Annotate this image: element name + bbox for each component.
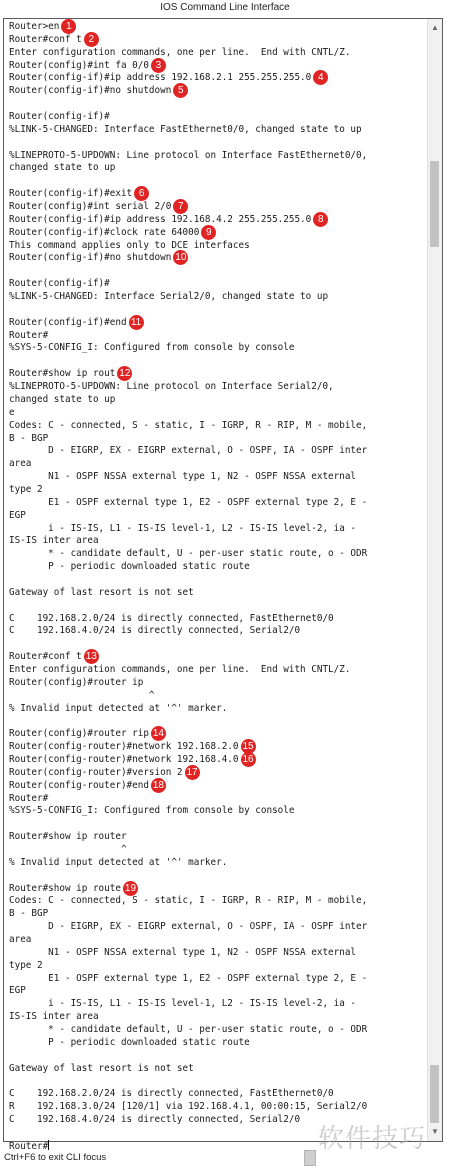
cli-line — [9, 98, 427, 111]
cli-line — [9, 381, 427, 394]
cli-line-text: % Invalid input detected at '^' marker. — [9, 702, 228, 714]
cli-line — [9, 908, 427, 921]
cli-line-text: Codes: C - connected, S - static, I - IGRP, R - RIP, M - mobile, — [9, 895, 368, 907]
cli-line — [9, 47, 427, 60]
cli-line — [9, 1050, 427, 1063]
cli-line-text: B - BGP — [9, 432, 49, 444]
step-badge: 18 — [152, 779, 164, 791]
cli-line — [9, 1088, 427, 1101]
cli-line — [9, 227, 427, 240]
cli-line — [9, 1011, 427, 1024]
scroll-up-icon[interactable]: ▲ — [431, 23, 439, 32]
cli-line — [9, 175, 427, 188]
cli-line-text: Router# — [9, 329, 49, 341]
step-badge: 19 — [124, 882, 137, 894]
step-badge: 1 — [61, 19, 76, 34]
cli-line — [9, 1024, 427, 1037]
step-badge: 6 — [134, 186, 149, 201]
cli-line-text: P - periodic downloaded static route — [9, 561, 250, 573]
cli-line-text: B - BGP — [9, 908, 49, 920]
cli-line-text: %LINEPROTO-5-UPDOWN: Line protocol on Interface Serial2/0, — [9, 381, 334, 393]
cli-output — [9, 21, 427, 1153]
cli-line — [9, 150, 427, 163]
cli-line — [9, 728, 427, 741]
cli-line — [9, 420, 427, 433]
step-badge: 4 — [313, 70, 328, 85]
cli-line-text: Router(config-if)# — [9, 278, 110, 290]
cli-line — [9, 793, 427, 806]
cli-line-text: Router#conf t — [9, 651, 82, 663]
cli-line-text: ^ — [9, 689, 155, 701]
cli-line-text: E1 - OSPF external type 1, E2 - OSPF external type 2, E - — [9, 496, 368, 508]
cli-line-text: Gateway of last resort is not set — [9, 1062, 194, 1074]
step-badge: 11 — [129, 315, 144, 330]
cli-line-text: type 2 — [9, 483, 43, 495]
cli-line-text: Router(config-if)#no shutdown — [9, 252, 172, 264]
cli-line-text: EGP — [9, 509, 26, 521]
cli-line — [9, 1075, 427, 1088]
cli-line — [9, 330, 427, 343]
cli-line-text: area — [9, 458, 32, 470]
cli-line-text: %SYS-5-CONFIG_I: Configured from console by console — [9, 342, 295, 354]
text-cursor — [48, 1140, 49, 1150]
cli-line — [9, 883, 427, 896]
cli-line-text: changed state to up — [9, 162, 116, 174]
cli-line-text: Router#show ip router — [9, 831, 127, 843]
cli-line-text: Router(config-if)#no shutdown — [9, 85, 172, 97]
cli-line-text: Router(config-router)#end — [9, 779, 149, 791]
cli-line — [9, 844, 427, 857]
cli-line — [9, 780, 427, 793]
step-badge: 10 — [175, 252, 187, 264]
cli-line — [9, 587, 427, 600]
cli-line-text: Router(config-router)#network 192.168.2.0 — [9, 741, 239, 753]
cli-line — [9, 21, 427, 34]
cli-line-text: Router(config-if)#clock rate 64000 — [9, 226, 200, 238]
cli-line — [9, 214, 427, 227]
cli-line — [9, 561, 427, 574]
cli-line — [9, 535, 427, 548]
cli-line — [9, 818, 427, 831]
cli-line — [9, 368, 427, 381]
cli-line-text: Router#show ip rout — [9, 368, 116, 380]
cli-line — [9, 703, 427, 716]
cli-line — [9, 613, 427, 626]
cli-line — [9, 355, 427, 368]
cli-line-text: Router(config-if)#ip address 192.168.4.2 255.255.255.0 — [9, 213, 312, 225]
cli-line — [9, 85, 427, 98]
cli-line-text: Codes: C - connected, S - static, I - IGRP, R - RIP, M - mobile, — [9, 419, 368, 431]
cli-line — [9, 111, 427, 124]
cli-line-text: Router(config-if)#ip address 192.168.2.1 255.255.255.0 — [9, 72, 312, 84]
cli-line — [9, 998, 427, 1011]
cli-line — [9, 625, 427, 638]
step-badge: 17 — [186, 766, 198, 778]
cli-line-text: E1 - OSPF external type 1, E2 - OSPF external type 2, E - — [9, 972, 368, 984]
cli-line-text: Router(config-if)#exit — [9, 188, 133, 200]
cli-line — [9, 60, 427, 73]
cli-line-text: C 192.168.2.0/24 is directly connected, FastEthernet0/0 — [9, 612, 334, 624]
cli-line-text: Router#conf t — [9, 33, 82, 45]
cli-line — [9, 805, 427, 818]
cli-line-text: %LINK-5-CHANGED: Interface FastEthernet0/0, changed state to up — [9, 123, 362, 135]
scroll-thumb-lower[interactable] — [430, 1065, 439, 1123]
cli-line — [9, 870, 427, 883]
cli-line — [9, 831, 427, 844]
cli-line — [9, 921, 427, 934]
cli-line — [9, 895, 427, 908]
cli-line-text: * - candidate default, U - per-user static route, o - ODR — [9, 548, 368, 560]
cli-line-text: C 192.168.4.0/24 is directly connected, Serial2/0 — [9, 625, 301, 637]
cli-line-text: P - periodic downloaded static route — [9, 1036, 250, 1048]
cli-line — [9, 240, 427, 253]
scroll-thumb[interactable] — [430, 161, 439, 247]
step-badge: 5 — [173, 83, 188, 98]
step-badge: 2 — [84, 32, 99, 47]
cli-line — [9, 510, 427, 523]
cli-line-text: Router(config-if)# — [9, 111, 110, 123]
step-badge: 15 — [242, 741, 254, 753]
cli-line — [9, 574, 427, 587]
cli-line — [9, 857, 427, 870]
cli-line-text: * - candidate default, U - per-user static route, o - ODR — [9, 1024, 368, 1036]
copy-button[interactable] — [304, 1150, 316, 1166]
cli-line — [9, 497, 427, 510]
cli-line-text: Router# — [9, 1140, 49, 1152]
cli-line — [9, 291, 427, 304]
cli-line — [9, 458, 427, 471]
cli-line — [9, 162, 427, 175]
cli-line-text: i - IS-IS, L1 - IS-IS level-1, L2 - IS-IS level-2, ia - — [9, 522, 357, 534]
cli-line — [9, 278, 427, 291]
step-badge: 8 — [313, 212, 328, 227]
cli-line — [9, 741, 427, 754]
cli-line-text: Router>en — [9, 21, 60, 32]
step-badge: 9 — [201, 225, 216, 240]
cli-line — [9, 1101, 427, 1114]
cli-line — [9, 548, 427, 561]
cli-line-text: area — [9, 934, 32, 946]
cli-line — [9, 445, 427, 458]
cli-line-text: C 192.168.4.0/24 is directly connected, Serial2/0 — [9, 1114, 301, 1126]
cli-line-text: N1 - OSPF NSSA external type 1, N2 - OSPF NSSA external — [9, 471, 357, 483]
cli-line-text: IS-IS inter area — [9, 1011, 99, 1023]
cli-line-text: %LINK-5-CHANGED: Interface Serial2/0, changed state to up — [9, 291, 329, 303]
cli-line — [9, 34, 427, 47]
cli-focus-hint: Ctrl+F6 to exit CLI focus — [4, 1152, 107, 1163]
cli-line-text: Router(config)#int serial 2/0 — [9, 201, 172, 213]
cli-line — [9, 433, 427, 446]
scroll-down-icon[interactable]: ▼ — [431, 1127, 439, 1136]
cli-line-text: Router(config)#router rip — [9, 728, 149, 740]
cli-line — [9, 137, 427, 150]
cli-line — [9, 651, 427, 664]
cli-line — [9, 754, 427, 767]
cli-line — [9, 394, 427, 407]
cli-line-text: EGP — [9, 985, 26, 997]
cli-line — [9, 690, 427, 703]
cli-line — [9, 664, 427, 677]
cli-line — [9, 252, 427, 265]
cli-line — [9, 124, 427, 137]
cli-line — [9, 471, 427, 484]
cli-line — [9, 677, 427, 690]
step-badge: 13 — [85, 651, 97, 663]
watermark: 软件技巧 — [318, 1124, 427, 1154]
cli-line — [9, 600, 427, 613]
cli-line — [9, 715, 427, 728]
step-badge: 3 — [151, 58, 166, 73]
cli-line-text: Router(config-if)#end — [9, 316, 127, 328]
step-badge: 14 — [152, 728, 164, 740]
step-badge: 7 — [173, 199, 188, 214]
cli-line — [9, 342, 427, 355]
cli-line-text: %LINEPROTO-5-UPDOWN: Line protocol on Interface FastEthernet0/0, — [9, 149, 368, 161]
cli-line-text: This command applies only to DCE interfaces — [9, 239, 250, 251]
cli-line-text: %SYS-5-CONFIG_I: Configured from console by console — [9, 805, 295, 817]
cli-line-text: Router(config-router)#version 2 — [9, 766, 183, 778]
cli-line-text: Router(config-router)#network 192.168.4.0 — [9, 753, 239, 765]
cli-line — [9, 265, 427, 278]
cli-line — [9, 317, 427, 330]
cli-line-text: i - IS-IS, L1 - IS-IS level-1, L2 - IS-IS level-2, ia - — [9, 998, 357, 1010]
cli-line — [9, 767, 427, 780]
cli-line — [9, 947, 427, 960]
cli-line-text: Enter configuration commands, one per line. End with CNTL/Z. — [9, 46, 351, 58]
window-title: IOS Command Line Interface — [160, 2, 290, 13]
cli-line-text: Router(config)#router ip — [9, 676, 144, 688]
cli-line-text: Router#show ip route — [9, 882, 121, 894]
cli-line — [9, 973, 427, 986]
cli-line — [9, 484, 427, 497]
cli-line-text: R 192.168.3.0/24 [120/1] via 192.168.4.1, 00:00:15, Serial2/0 — [9, 1101, 368, 1113]
cli-line-text: Router(config)#int fa 0/0 — [9, 59, 149, 71]
cli-line — [9, 407, 427, 420]
cli-line-text: type 2 — [9, 959, 43, 971]
cli-line-text: D - EIGRP, EX - EIGRP external, O - OSPF, IA - OSPF inter — [9, 445, 368, 457]
cli-line — [9, 304, 427, 317]
cli-terminal[interactable] — [3, 18, 443, 1152]
cli-line-text: D - EIGRP, EX - EIGRP external, O - OSPF, IA - OSPF inter — [9, 921, 368, 933]
cli-line — [9, 985, 427, 998]
step-badge: 16 — [242, 753, 254, 765]
cli-line — [9, 188, 427, 201]
cli-line — [9, 72, 427, 85]
cli-line-text: Gateway of last resort is not set — [9, 586, 194, 598]
cli-line-text: N1 - OSPF NSSA external type 1, N2 - OSPF NSSA external — [9, 946, 357, 958]
cli-line — [9, 523, 427, 536]
cli-line — [9, 1063, 427, 1076]
cli-line-text: changed state to up — [9, 393, 116, 405]
step-badge: 12 — [119, 368, 131, 380]
vertical-scrollbar[interactable] — [427, 19, 442, 1141]
cli-line-text: C 192.168.2.0/24 is directly connected, FastEthernet0/0 — [9, 1088, 334, 1100]
cli-line — [9, 934, 427, 947]
cli-line-text: ^ — [9, 844, 127, 855]
cli-line-text: Router# — [9, 792, 49, 804]
cli-line-text: Enter configuration commands, one per line. End with CNTL/Z. — [9, 663, 351, 675]
cli-line — [9, 960, 427, 973]
cli-line-text: IS-IS inter area — [9, 535, 99, 547]
cli-line-text: e — [9, 406, 15, 418]
cli-line — [9, 1037, 427, 1050]
cli-line-text: % Invalid input detected at '^' marker. — [9, 856, 228, 868]
cli-line — [9, 201, 427, 214]
cli-line — [9, 638, 427, 651]
